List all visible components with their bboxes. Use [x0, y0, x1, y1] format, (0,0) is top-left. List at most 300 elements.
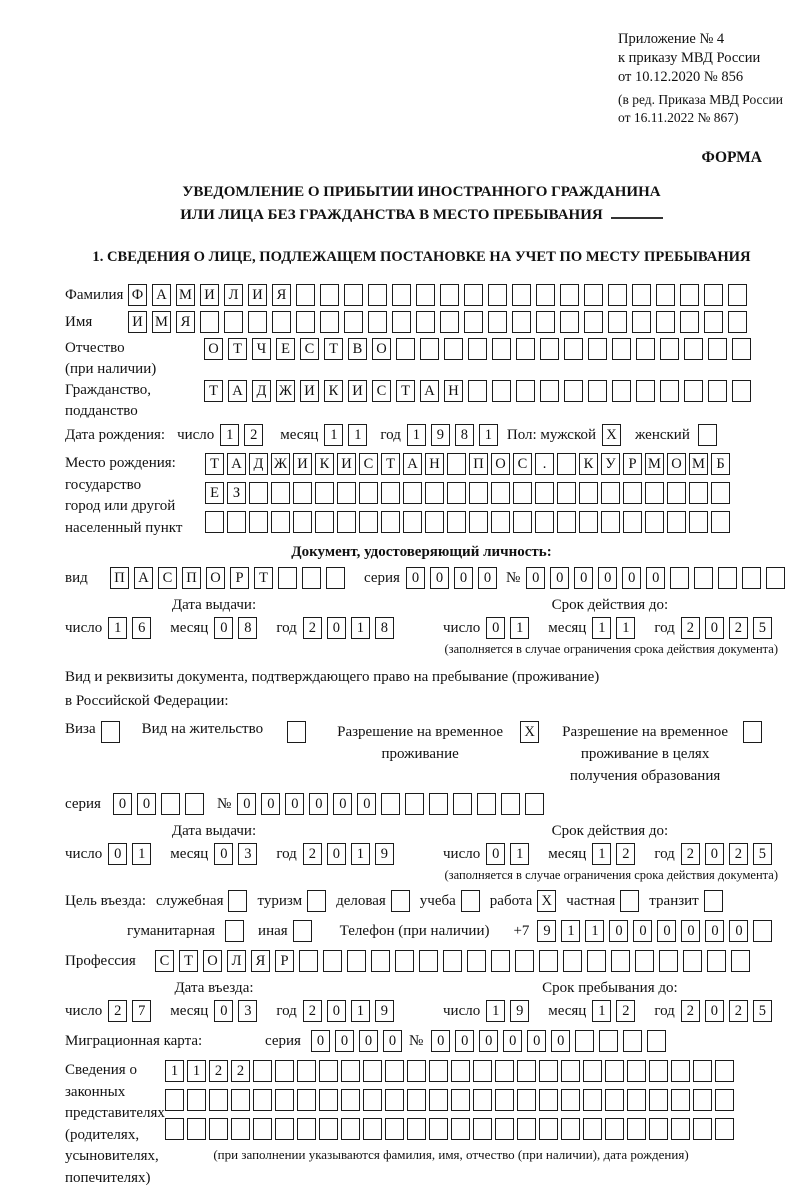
char-cell[interactable] — [253, 1089, 272, 1111]
char-cell[interactable] — [429, 1089, 448, 1111]
char-cell[interactable] — [605, 1060, 624, 1082]
char-cell[interactable]: 1 — [510, 843, 529, 865]
char-cell[interactable]: 0 — [633, 920, 652, 942]
char-cell[interactable]: 0 — [705, 920, 724, 942]
char-cell[interactable]: 2 — [681, 843, 700, 865]
char-cell[interactable]: 0 — [108, 843, 127, 865]
char-cell[interactable]: 0 — [309, 793, 328, 815]
char-cell[interactable] — [659, 950, 678, 972]
char-cell[interactable] — [647, 1030, 666, 1052]
char-cell[interactable] — [319, 1089, 338, 1111]
char-cell[interactable]: 9 — [375, 1000, 394, 1022]
char-cell[interactable] — [405, 793, 424, 815]
char-cell[interactable]: 0 — [214, 617, 233, 639]
char-cell[interactable] — [323, 950, 342, 972]
char-cell[interactable]: Ч — [252, 338, 271, 360]
char-cell[interactable]: О — [203, 950, 222, 972]
char-cell[interactable]: О — [372, 338, 391, 360]
char-cell[interactable]: 2 — [303, 617, 322, 639]
char-cell[interactable] — [396, 338, 415, 360]
char-cell[interactable] — [491, 511, 510, 533]
char-cell[interactable]: . — [535, 453, 554, 475]
char-cell[interactable] — [601, 482, 620, 504]
char-cell[interactable] — [517, 1089, 536, 1111]
char-cell[interactable] — [649, 1118, 668, 1140]
char-cell[interactable]: 0 — [478, 567, 497, 589]
char-cell[interactable] — [296, 284, 315, 306]
char-cell[interactable] — [671, 1060, 690, 1082]
char-cell[interactable]: 0 — [551, 1030, 570, 1052]
char-cell[interactable] — [344, 311, 363, 333]
char-cell[interactable]: 1 — [187, 1060, 206, 1082]
char-cell[interactable]: 0 — [454, 567, 473, 589]
char-cell[interactable] — [444, 338, 463, 360]
char-cell[interactable] — [363, 1118, 382, 1140]
char-cell[interactable] — [468, 338, 487, 360]
char-cell[interactable] — [407, 1060, 426, 1082]
char-cell[interactable] — [488, 284, 507, 306]
char-cell[interactable] — [416, 284, 435, 306]
char-cell[interactable] — [492, 380, 511, 402]
char-cell[interactable]: 0 — [609, 920, 628, 942]
char-cell[interactable] — [513, 482, 532, 504]
char-cell[interactable] — [612, 380, 631, 402]
char-cell[interactable]: У — [601, 453, 620, 475]
char-cell[interactable]: 9 — [375, 843, 394, 865]
char-cell[interactable] — [495, 1118, 514, 1140]
char-cell[interactable]: 1 — [351, 617, 370, 639]
char-cell[interactable] — [704, 311, 723, 333]
char-cell[interactable] — [407, 1118, 426, 1140]
char-cell[interactable]: А — [134, 567, 153, 589]
char-cell[interactable] — [715, 1089, 734, 1111]
char-cell[interactable]: 8 — [375, 617, 394, 639]
char-cell[interactable]: С — [359, 453, 378, 475]
char-cell[interactable]: 0 — [327, 1000, 346, 1022]
char-cell[interactable] — [253, 1118, 272, 1140]
char-cell[interactable] — [326, 567, 345, 589]
char-cell[interactable]: 2 — [616, 843, 635, 865]
char-cell[interactable] — [209, 1118, 228, 1140]
char-cell[interactable]: Н — [444, 380, 463, 402]
char-cell[interactable] — [464, 311, 483, 333]
char-cell[interactable] — [715, 1118, 734, 1140]
char-cell[interactable] — [297, 1060, 316, 1082]
char-cell[interactable]: Т — [381, 453, 400, 475]
char-cell[interactable]: 1 — [165, 1060, 184, 1082]
char-cell[interactable] — [501, 793, 520, 815]
char-cell[interactable] — [416, 311, 435, 333]
char-cell[interactable] — [564, 338, 583, 360]
char-cell[interactable] — [557, 511, 576, 533]
char-cell[interactable] — [584, 284, 603, 306]
char-cell[interactable]: 1 — [132, 843, 151, 865]
char-cell[interactable] — [385, 1060, 404, 1082]
char-cell[interactable]: П — [182, 567, 201, 589]
char-cell[interactable]: 0 — [335, 1030, 354, 1052]
char-cell[interactable]: О — [206, 567, 225, 589]
char-cell[interactable] — [689, 482, 708, 504]
char-cell[interactable] — [766, 567, 785, 589]
char-cell[interactable]: И — [293, 453, 312, 475]
char-cell[interactable] — [517, 1060, 536, 1082]
char-cell[interactable]: Е — [276, 338, 295, 360]
char-cell[interactable]: К — [315, 453, 334, 475]
char-cell[interactable] — [293, 482, 312, 504]
char-cell[interactable]: Т — [228, 338, 247, 360]
char-cell[interactable]: 0 — [646, 567, 665, 589]
char-cell[interactable]: 0 — [327, 617, 346, 639]
char-cell[interactable] — [575, 1030, 594, 1052]
char-cell[interactable] — [728, 284, 747, 306]
char-cell[interactable]: Я — [176, 311, 195, 333]
char-cell[interactable] — [649, 1060, 668, 1082]
char-cell[interactable]: 0 — [430, 567, 449, 589]
char-cell[interactable]: Т — [205, 453, 224, 475]
char-cell[interactable] — [272, 311, 291, 333]
char-cell[interactable] — [385, 1089, 404, 1111]
char-cell[interactable]: 0 — [285, 793, 304, 815]
char-cell[interactable]: 2 — [303, 1000, 322, 1022]
char-cell[interactable]: 1 — [348, 424, 367, 446]
char-cell[interactable] — [583, 1118, 602, 1140]
char-cell[interactable]: 0 — [657, 920, 676, 942]
char-cell[interactable] — [467, 950, 486, 972]
char-cell[interactable] — [315, 482, 334, 504]
char-cell[interactable] — [395, 950, 414, 972]
char-cell[interactable]: 1 — [592, 843, 611, 865]
char-cell[interactable]: Д — [252, 380, 271, 402]
char-cell[interactable]: П — [110, 567, 129, 589]
char-cell[interactable] — [275, 1089, 294, 1111]
char-cell[interactable] — [381, 793, 400, 815]
char-cell[interactable] — [516, 380, 535, 402]
char-cell[interactable] — [420, 338, 439, 360]
char-cell[interactable] — [708, 338, 727, 360]
char-cell[interactable]: 1 — [220, 424, 239, 446]
char-cell[interactable] — [694, 567, 713, 589]
char-cell[interactable]: 0 — [406, 567, 425, 589]
char-cell[interactable] — [302, 567, 321, 589]
purpose-private-checkbox[interactable] — [620, 890, 639, 912]
char-cell[interactable]: 5 — [753, 617, 772, 639]
char-cell[interactable] — [536, 284, 555, 306]
temp-residence-education-checkbox[interactable] — [743, 721, 762, 743]
char-cell[interactable] — [165, 1089, 184, 1111]
char-cell[interactable] — [363, 1089, 382, 1111]
char-cell[interactable] — [588, 380, 607, 402]
char-cell[interactable] — [249, 511, 268, 533]
char-cell[interactable] — [451, 1118, 470, 1140]
char-cell[interactable] — [704, 284, 723, 306]
char-cell[interactable] — [564, 380, 583, 402]
char-cell[interactable]: 2 — [244, 424, 263, 446]
char-cell[interactable]: Ж — [276, 380, 295, 402]
char-cell[interactable] — [224, 311, 243, 333]
char-cell[interactable] — [561, 1089, 580, 1111]
char-cell[interactable]: М — [152, 311, 171, 333]
char-cell[interactable]: С — [300, 338, 319, 360]
char-cell[interactable]: 2 — [681, 617, 700, 639]
char-cell[interactable]: 0 — [479, 1030, 498, 1052]
char-cell[interactable] — [683, 950, 702, 972]
char-cell[interactable] — [623, 511, 642, 533]
char-cell[interactable] — [684, 338, 703, 360]
char-cell[interactable] — [536, 311, 555, 333]
char-cell[interactable] — [453, 793, 472, 815]
char-cell[interactable] — [468, 380, 487, 402]
char-cell[interactable]: О — [491, 453, 510, 475]
char-cell[interactable] — [473, 1060, 492, 1082]
char-cell[interactable] — [209, 1089, 228, 1111]
char-cell[interactable] — [187, 1089, 206, 1111]
char-cell[interactable]: 1 — [407, 424, 426, 446]
char-cell[interactable]: 2 — [303, 843, 322, 865]
char-cell[interactable]: 0 — [705, 843, 724, 865]
char-cell[interactable] — [419, 950, 438, 972]
char-cell[interactable] — [512, 284, 531, 306]
char-cell[interactable]: 0 — [486, 843, 505, 865]
char-cell[interactable] — [711, 511, 730, 533]
char-cell[interactable] — [563, 950, 582, 972]
char-cell[interactable]: И — [348, 380, 367, 402]
char-cell[interactable] — [319, 1118, 338, 1140]
char-cell[interactable] — [540, 380, 559, 402]
char-cell[interactable]: 0 — [113, 793, 132, 815]
char-cell[interactable]: 0 — [574, 567, 593, 589]
char-cell[interactable]: Ф — [128, 284, 147, 306]
char-cell[interactable]: 2 — [616, 1000, 635, 1022]
char-cell[interactable]: М — [176, 284, 195, 306]
char-cell[interactable] — [381, 511, 400, 533]
char-cell[interactable] — [636, 338, 655, 360]
char-cell[interactable]: 3 — [238, 1000, 257, 1022]
char-cell[interactable] — [297, 1118, 316, 1140]
char-cell[interactable] — [385, 1118, 404, 1140]
char-cell[interactable] — [341, 1118, 360, 1140]
char-cell[interactable]: 1 — [479, 424, 498, 446]
char-cell[interactable] — [381, 482, 400, 504]
char-cell[interactable] — [187, 1118, 206, 1140]
char-cell[interactable] — [583, 1060, 602, 1082]
char-cell[interactable]: О — [667, 453, 686, 475]
char-cell[interactable]: 0 — [705, 1000, 724, 1022]
char-cell[interactable] — [359, 511, 378, 533]
char-cell[interactable]: 0 — [455, 1030, 474, 1052]
char-cell[interactable]: 0 — [333, 793, 352, 815]
char-cell[interactable] — [670, 567, 689, 589]
char-cell[interactable] — [605, 1118, 624, 1140]
char-cell[interactable] — [671, 1118, 690, 1140]
char-cell[interactable]: 0 — [729, 920, 748, 942]
char-cell[interactable] — [539, 1060, 558, 1082]
char-cell[interactable]: 1 — [585, 920, 604, 942]
char-cell[interactable] — [680, 284, 699, 306]
char-cell[interactable] — [732, 380, 751, 402]
char-cell[interactable] — [403, 511, 422, 533]
char-cell[interactable] — [253, 1060, 272, 1082]
char-cell[interactable]: 1 — [592, 617, 611, 639]
char-cell[interactable] — [525, 793, 544, 815]
char-cell[interactable] — [477, 793, 496, 815]
char-cell[interactable]: И — [337, 453, 356, 475]
char-cell[interactable] — [341, 1060, 360, 1082]
char-cell[interactable] — [359, 482, 378, 504]
char-cell[interactable] — [320, 311, 339, 333]
char-cell[interactable]: 1 — [324, 424, 343, 446]
purpose-other-checkbox[interactable] — [293, 920, 312, 942]
char-cell[interactable] — [645, 511, 664, 533]
char-cell[interactable]: 0 — [527, 1030, 546, 1052]
char-cell[interactable] — [728, 311, 747, 333]
char-cell[interactable]: С — [513, 453, 532, 475]
char-cell[interactable] — [407, 1089, 426, 1111]
char-cell[interactable]: П — [469, 453, 488, 475]
visa-checkbox[interactable] — [101, 721, 120, 743]
char-cell[interactable]: Ж — [271, 453, 290, 475]
char-cell[interactable]: 1 — [616, 617, 635, 639]
char-cell[interactable]: 8 — [455, 424, 474, 446]
char-cell[interactable] — [488, 311, 507, 333]
char-cell[interactable] — [447, 511, 466, 533]
char-cell[interactable] — [319, 1060, 338, 1082]
char-cell[interactable] — [656, 284, 675, 306]
char-cell[interactable] — [337, 511, 356, 533]
char-cell[interactable]: 0 — [237, 793, 256, 815]
female-checkbox[interactable] — [698, 424, 717, 446]
residence-permit-checkbox[interactable] — [287, 721, 306, 743]
char-cell[interactable]: 0 — [137, 793, 156, 815]
char-cell[interactable] — [469, 511, 488, 533]
char-cell[interactable] — [515, 950, 534, 972]
char-cell[interactable] — [649, 1089, 668, 1111]
char-cell[interactable]: И — [200, 284, 219, 306]
char-cell[interactable] — [492, 338, 511, 360]
char-cell[interactable] — [635, 950, 654, 972]
char-cell[interactable] — [315, 511, 334, 533]
char-cell[interactable]: 0 — [214, 1000, 233, 1022]
char-cell[interactable] — [425, 482, 444, 504]
char-cell[interactable]: И — [248, 284, 267, 306]
char-cell[interactable]: Я — [251, 950, 270, 972]
char-cell[interactable]: 0 — [327, 843, 346, 865]
char-cell[interactable]: 5 — [753, 843, 772, 865]
char-cell[interactable] — [425, 511, 444, 533]
char-cell[interactable] — [231, 1089, 250, 1111]
char-cell[interactable]: Т — [179, 950, 198, 972]
char-cell[interactable]: Т — [204, 380, 223, 402]
char-cell[interactable]: 1 — [351, 1000, 370, 1022]
char-cell[interactable] — [495, 1060, 514, 1082]
char-cell[interactable]: 2 — [231, 1060, 250, 1082]
char-cell[interactable] — [623, 1030, 642, 1052]
char-cell[interactable] — [429, 1060, 448, 1082]
char-cell[interactable]: В — [348, 338, 367, 360]
char-cell[interactable] — [392, 284, 411, 306]
char-cell[interactable]: 0 — [486, 617, 505, 639]
char-cell[interactable] — [451, 1089, 470, 1111]
char-cell[interactable] — [165, 1118, 184, 1140]
char-cell[interactable] — [560, 311, 579, 333]
char-cell[interactable] — [557, 482, 576, 504]
char-cell[interactable] — [249, 482, 268, 504]
male-checkbox[interactable]: X — [602, 424, 621, 446]
char-cell[interactable]: Р — [230, 567, 249, 589]
char-cell[interactable] — [684, 380, 703, 402]
char-cell[interactable] — [660, 338, 679, 360]
char-cell[interactable] — [368, 284, 387, 306]
char-cell[interactable] — [711, 482, 730, 504]
char-cell[interactable] — [205, 511, 224, 533]
char-cell[interactable] — [535, 482, 554, 504]
char-cell[interactable]: А — [152, 284, 171, 306]
char-cell[interactable]: 0 — [598, 567, 617, 589]
char-cell[interactable] — [608, 284, 627, 306]
char-cell[interactable]: А — [228, 380, 247, 402]
char-cell[interactable] — [561, 1060, 580, 1082]
char-cell[interactable] — [693, 1089, 712, 1111]
char-cell[interactable] — [296, 311, 315, 333]
char-cell[interactable] — [440, 311, 459, 333]
char-cell[interactable] — [588, 338, 607, 360]
char-cell[interactable] — [608, 311, 627, 333]
char-cell[interactable] — [579, 482, 598, 504]
char-cell[interactable]: Л — [224, 284, 243, 306]
char-cell[interactable] — [495, 1089, 514, 1111]
char-cell[interactable]: Я — [272, 284, 291, 306]
char-cell[interactable] — [599, 1030, 618, 1052]
char-cell[interactable]: 3 — [238, 843, 257, 865]
char-cell[interactable] — [693, 1060, 712, 1082]
char-cell[interactable] — [557, 453, 576, 475]
char-cell[interactable]: 2 — [209, 1060, 228, 1082]
char-cell[interactable]: К — [324, 380, 343, 402]
char-cell[interactable] — [632, 284, 651, 306]
char-cell[interactable]: 0 — [681, 920, 700, 942]
char-cell[interactable]: Т — [254, 567, 273, 589]
char-cell[interactable]: Т — [396, 380, 415, 402]
char-cell[interactable] — [623, 482, 642, 504]
char-cell[interactable]: 2 — [729, 1000, 748, 1022]
char-cell[interactable] — [680, 311, 699, 333]
char-cell[interactable]: 0 — [503, 1030, 522, 1052]
char-cell[interactable]: А — [420, 380, 439, 402]
char-cell[interactable] — [368, 311, 387, 333]
char-cell[interactable] — [447, 482, 466, 504]
char-cell[interactable]: Е — [205, 482, 224, 504]
char-cell[interactable] — [271, 482, 290, 504]
char-cell[interactable] — [347, 950, 366, 972]
purpose-transit-checkbox[interactable] — [704, 890, 723, 912]
char-cell[interactable] — [491, 950, 510, 972]
char-cell[interactable]: 0 — [214, 843, 233, 865]
char-cell[interactable] — [363, 1060, 382, 1082]
char-cell[interactable]: 1 — [486, 1000, 505, 1022]
char-cell[interactable]: С — [158, 567, 177, 589]
char-cell[interactable]: 9 — [510, 1000, 529, 1022]
char-cell[interactable] — [660, 380, 679, 402]
char-cell[interactable] — [337, 482, 356, 504]
char-cell[interactable] — [275, 1118, 294, 1140]
char-cell[interactable] — [447, 453, 466, 475]
char-cell[interactable]: 0 — [705, 617, 724, 639]
char-cell[interactable] — [605, 1089, 624, 1111]
char-cell[interactable] — [718, 567, 737, 589]
char-cell[interactable] — [601, 511, 620, 533]
char-cell[interactable]: 1 — [592, 1000, 611, 1022]
char-cell[interactable]: 8 — [238, 617, 257, 639]
char-cell[interactable] — [560, 284, 579, 306]
